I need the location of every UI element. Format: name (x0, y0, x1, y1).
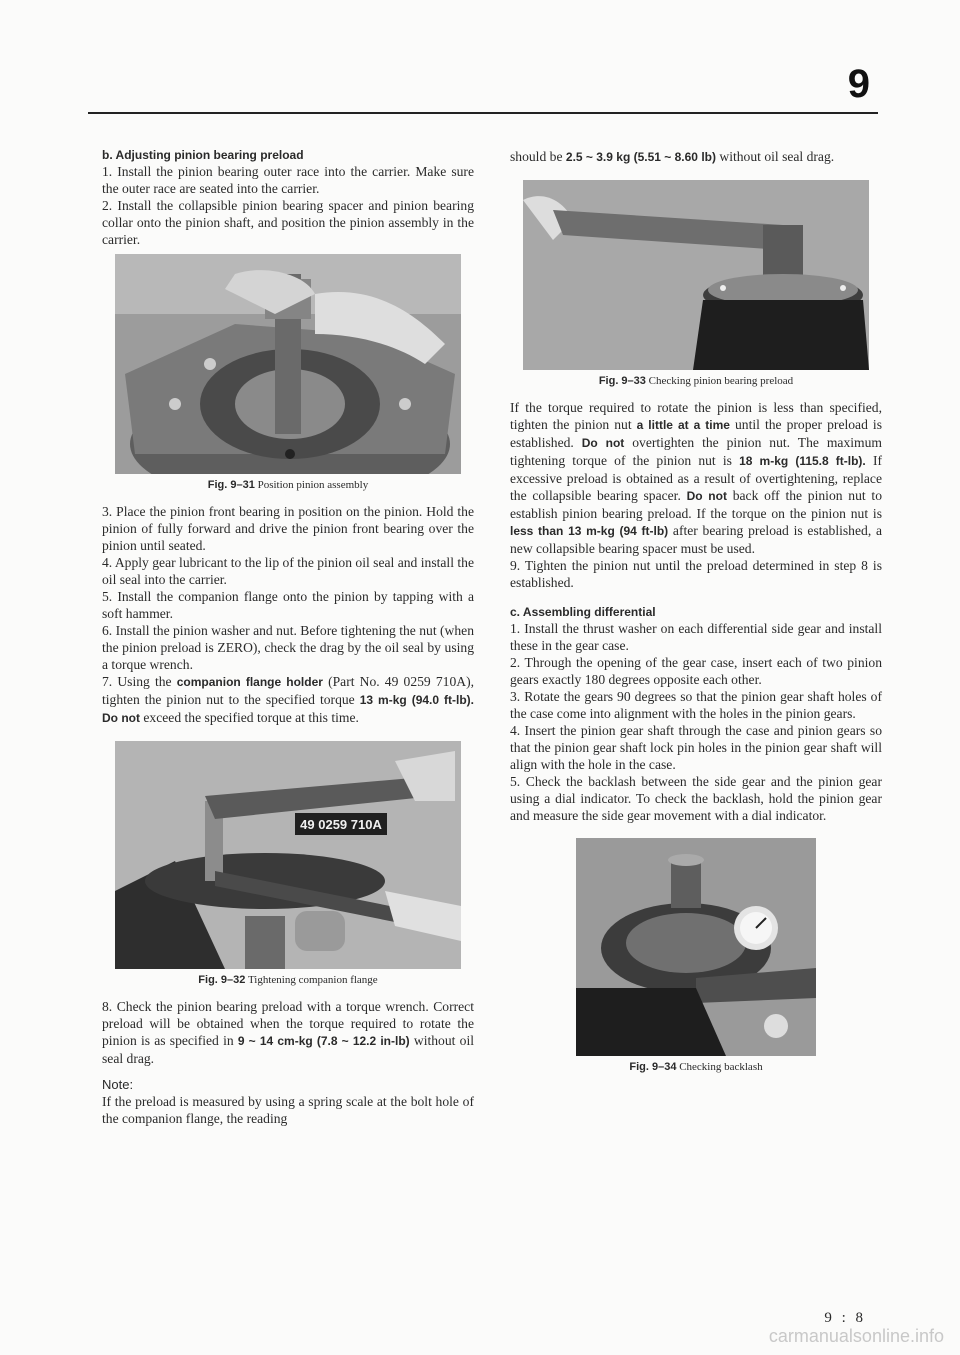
section-c-title: c. Assembling differential (510, 605, 656, 619)
warning-do-not: Do not (102, 711, 140, 725)
scale-spec: 2.5 ~ 3.9 kg (5.51 ~ 8.60 lb) (565, 150, 716, 164)
figure-9-34-photo (576, 838, 816, 1056)
fig-9-32-number: Fig. 9–32 (198, 974, 246, 986)
step-c3: 3. Rotate the gears 90 degrees so that the pinion gear shaft holes of the case come into alignment with the holes in the pinion gears. (510, 689, 882, 721)
step-c4: 4. Insert the pinion gear shaft through the case and pinion gears so that the pinion gear shaft lock pin holes in the pinion gear shaft will align with the hole in the case. (510, 723, 882, 772)
step-c2: 2. Through the opening of the gear case, insert each of two pinion gears exactly 180 degrees opposite each other. (510, 655, 882, 687)
fig-9-31-title: Position pinion assembly (257, 479, 369, 491)
step-b8: 8. Check the pinion bearing preload with a torque wrench. Correct preload will be obtained when the torque required to rotate the pinion is as specified in 9 ~ 14 cm-kg (7.8 ~ 12.2 in-lb) without oil seal drag. (102, 999, 474, 1066)
figure-9-32-photo (115, 741, 461, 969)
figure-9-33-photo (523, 180, 869, 370)
fig-9-34-number: Fig. 9–34 (629, 1061, 677, 1073)
step-b2: 2. Install the collapsible pinion bearing spacer and pinion bearing collar onto the pinion shaft, and position the pinion assembly in the carrier. (102, 198, 474, 247)
step-b6: 6. Install the pinion washer and nut. Before tightening the nut (when the pinion preload is ZERO), check the drag by the oil seal by using a torque wrench. (102, 623, 474, 672)
preload-spec: 9 ~ 14 cm-kg (7.8 ~ 12.2 in-lb) (237, 1034, 410, 1048)
fig-9-33-title: Checking pinion bearing preload (648, 375, 794, 387)
fig-9-31-number: Fig. 9–31 (207, 479, 255, 491)
header-rule (88, 112, 878, 114)
figure-9-33-caption (510, 375, 882, 387)
figure-9-31-caption (102, 479, 474, 491)
step-b5: 5. Install the companion flange onto the pinion by tapping with a soft hammer. (102, 589, 474, 621)
torque-paragraph: If the torque required to rotate the pinion is less than specified, tighten the pinion nut a little at a time until the proper preload is established. Do not overtighten the pinion nut. The maximum tightening torque of the pinion nut is 18 m-kg (115.8 ft-lb). If excessive preload is obtained as a result of overtightening, replace the collapsible bearing spacer. Do not back off the pinion nut to establish pinion bearing preload. If the torque on the pinion nut is less than 13 m-kg (94 ft-lb) after bearing preload is established, a new collapsible bearing spacer must be used. (510, 400, 882, 556)
fig-9-33-number: Fig. 9–33 (598, 375, 646, 387)
step-b3: 3. Place the pinion front bearing in position on the pinion. Hold the pinion of fully forward and drive the pinion front bearing over the pinion until seated. (102, 504, 474, 553)
figure-9-31-photo (115, 254, 461, 474)
chapter-number: 9 (847, 62, 870, 106)
page-number: 9 : 8 (824, 1310, 866, 1326)
note-continuation: should be 2.5 ~ 3.9 kg (5.51 ~ 8.60 lb) without oil seal drag. (510, 149, 835, 164)
right-column (510, 148, 882, 1085)
step-b9: 9. Tighten the pinion nut until the preload determined in step 8 is established. (510, 558, 882, 590)
torque-spec: 13 m-kg (94.0 ft-lb). (359, 693, 474, 707)
fig-9-32-title: Tightening companion flange (247, 974, 378, 986)
tool-name: companion flange holder (176, 675, 323, 689)
step-b4: 4. Apply gear lubricant to the lip of the pinion oil seal and install the oil seal into the carrier. (102, 555, 474, 587)
step-b1: 1. Install the pinion bearing outer race into the carrier. Make sure the outer race are seated into the carrier. (102, 164, 474, 196)
left-column (102, 148, 474, 1133)
figure-9-32-caption (102, 974, 474, 986)
note-text: If the preload is measured by using a spring scale at the bolt hole of the companion flange, the reading (102, 1094, 474, 1126)
step-b7: 7. Using the companion flange holder (Part No. 49 0259 710A), tighten the pinion nut to the specified torque 13 m-kg (94.0 ft-lb). Do not exceed the specified torque at this time. (102, 674, 475, 725)
section-b-title: b. Adjusting pinion bearing preload (102, 148, 304, 162)
step-c5: 5. Check the backlash between the side gear and the pinion gear using a dial indicator. To check the backlash, hold the pinion gear and measure the side gear movement with a dial indicator. (510, 774, 882, 823)
step-c1: 1. Install the thrust washer on each differential side gear and install these in the gear case. (510, 621, 882, 653)
note-label: Note: (102, 1077, 134, 1092)
fig-9-34-title: Checking backlash (679, 1061, 763, 1073)
fig-9-32-tool-label: 49 0259 710A (300, 817, 382, 832)
figure-9-34-caption (510, 1061, 882, 1073)
watermark: carmanualsonline.info (768, 1326, 944, 1346)
